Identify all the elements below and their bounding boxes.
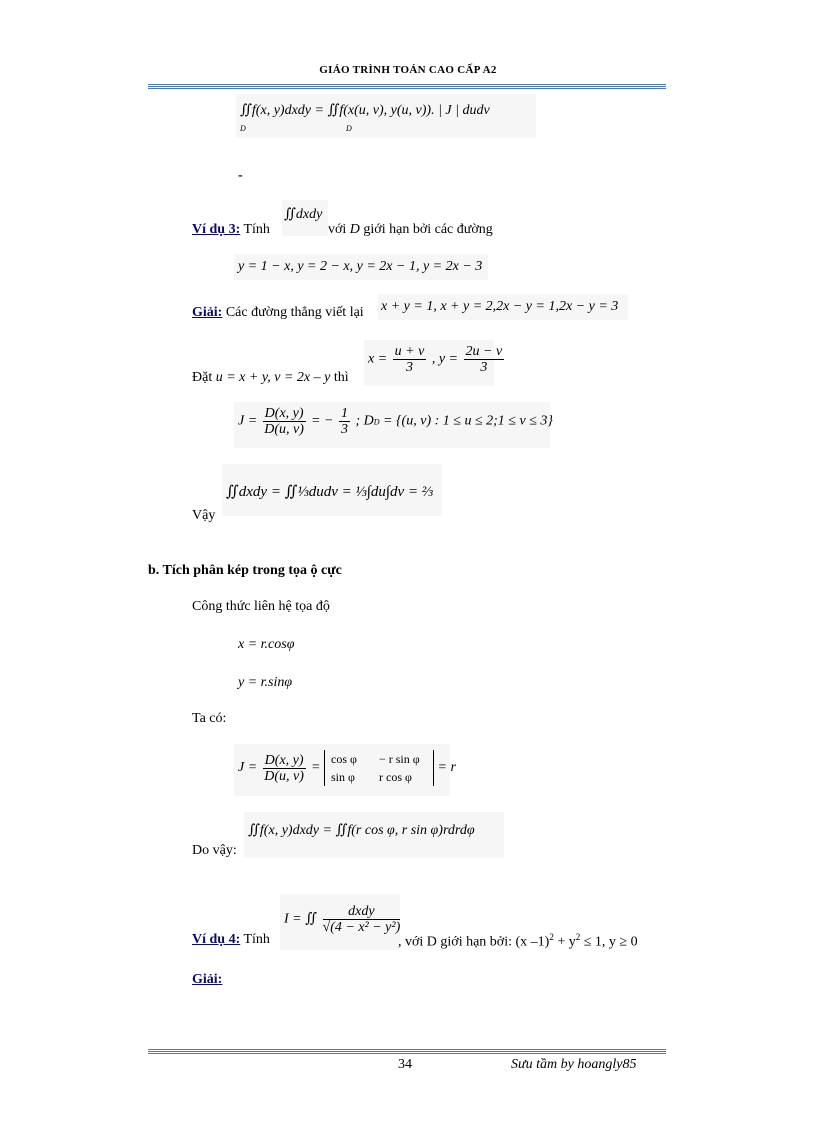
- result-3-formula: ∬dxdy = ∬⅓dudv = ⅓∫du∫dv = ⅔: [226, 484, 434, 500]
- frac-y: $\frac{2u - v}{3}$: [465, 344, 503, 375]
- inverse-formula: [368, 344, 506, 375]
- polar-transform-formula: ∬f(x, y)dxdy = ∬f(r cos φ, r sin φ)rdrdφ: [248, 823, 475, 838]
- lines-formula: y = 1 − x, y = 2 − x, y = 2x − 1, y = 2x − 3: [238, 259, 483, 274]
- y-eq: , y =: [431, 351, 459, 367]
- domain-uv-sub: D: [373, 417, 380, 427]
- polar-j-result: = r: [437, 760, 456, 776]
- domain-uv-set: = {(u, v) : 1 ≤ u ≤ 2;1 ≤ v ≤ 3}: [383, 413, 553, 429]
- one-third-frac: $\frac{1}{3}$: [340, 406, 348, 437]
- page-number: 34: [398, 1057, 412, 1072]
- voi-text: với: [328, 222, 347, 237]
- i-eq: I = ∬: [284, 911, 318, 927]
- rewrite-formula: x + y = 1, x + y = 2,2x − y = 1,2x − y = 3: [381, 299, 619, 314]
- polar-x-formula: x = r.cosφ: [238, 637, 295, 652]
- coordinate-relation-text: Công thức liên hệ tọa độ: [192, 599, 330, 614]
- solution-3-label: Giải:: [192, 305, 223, 320]
- substitution-expr: u = x + y, v = 2x – y: [215, 370, 331, 385]
- domain-d: D: [349, 222, 360, 237]
- example-4-tinh: Tính: [243, 932, 270, 947]
- substitution-line: [192, 370, 349, 386]
- example-3-integral: ∬dxdy: [284, 207, 323, 222]
- jacobian-3-formula: [238, 406, 553, 437]
- domain-uv-label: D: [346, 124, 352, 133]
- gioi-han-text: giới hạn bởi các đường: [363, 222, 493, 237]
- dash-mark: -: [238, 168, 243, 183]
- thi-text: thì: [333, 370, 349, 385]
- solution-3-text: Các đường thẳng viết lại: [225, 305, 364, 320]
- footer-credit: Sưu tầm by hoangly85: [511, 1057, 637, 1072]
- example-4-condition: , với D giới hạn bởi: (x $-1)^2 + y^2 \le 1$, y ≥ 0: [398, 932, 638, 950]
- polar-jacobian-frac: $\frac{D(x, y)}{D(u, v)}$: [264, 752, 304, 784]
- example-4-label: Ví dụ 4:: [192, 932, 241, 947]
- x-eq: x =: [368, 351, 388, 367]
- do-vay-text: Do vậy:: [192, 843, 237, 858]
- page-header-title: GIÁO TRÌNH TOÁN CAO CẤP A2: [319, 64, 497, 76]
- polar-jacobian-formula: J = $\frac{D(x, y)}{D(u, v)}$ = cos φ − r sin φ sin φ r cos φ = r: [238, 752, 456, 784]
- example-4-integral: [284, 904, 402, 935]
- domain-xy-label: D: [240, 124, 246, 133]
- j-val: = −: [311, 413, 334, 429]
- example-3-line: [192, 222, 270, 238]
- determinant-matrix: cos φ − r sin φ sin φ r cos φ: [324, 750, 434, 786]
- polar-j-eq: J =: [238, 760, 258, 776]
- vay-label: Vậy: [192, 508, 216, 523]
- example-3-tinh: Tính: [243, 222, 270, 237]
- dat-text: Đặt: [192, 370, 213, 385]
- solution-3-line: [192, 305, 364, 321]
- section-b-heading: b. Tích phân kép trong tọa ộ cực: [148, 563, 342, 578]
- example-3-condition: [328, 222, 493, 238]
- example-3-label: Ví dụ 3:: [192, 222, 241, 237]
- domain-uv-prefix: ; D: [355, 413, 374, 429]
- j-eq: J =: [238, 413, 258, 429]
- header-rule: [148, 84, 666, 90]
- frac-x: $\frac{u + v}{3}$: [394, 344, 425, 375]
- example-4-frac: $\frac{\text{dxdy}}{\text{√(4 − x² − y²)}}$: [322, 904, 401, 935]
- solution-4-label: Giải:: [192, 972, 223, 987]
- polar-y-formula: y = r.sinφ: [238, 675, 293, 690]
- jacobian-frac: $\frac{D(x, y)}{D(u, v)}$: [264, 406, 304, 437]
- ta-co-text: Ta có:: [192, 711, 227, 726]
- change-of-variables-text: ∬f(x, y)dxdy = ∬f(x(u, v), y(u, v)). | J | dudv: [240, 103, 490, 118]
- footer-rule: [148, 1049, 666, 1055]
- example-4-line: [192, 932, 270, 948]
